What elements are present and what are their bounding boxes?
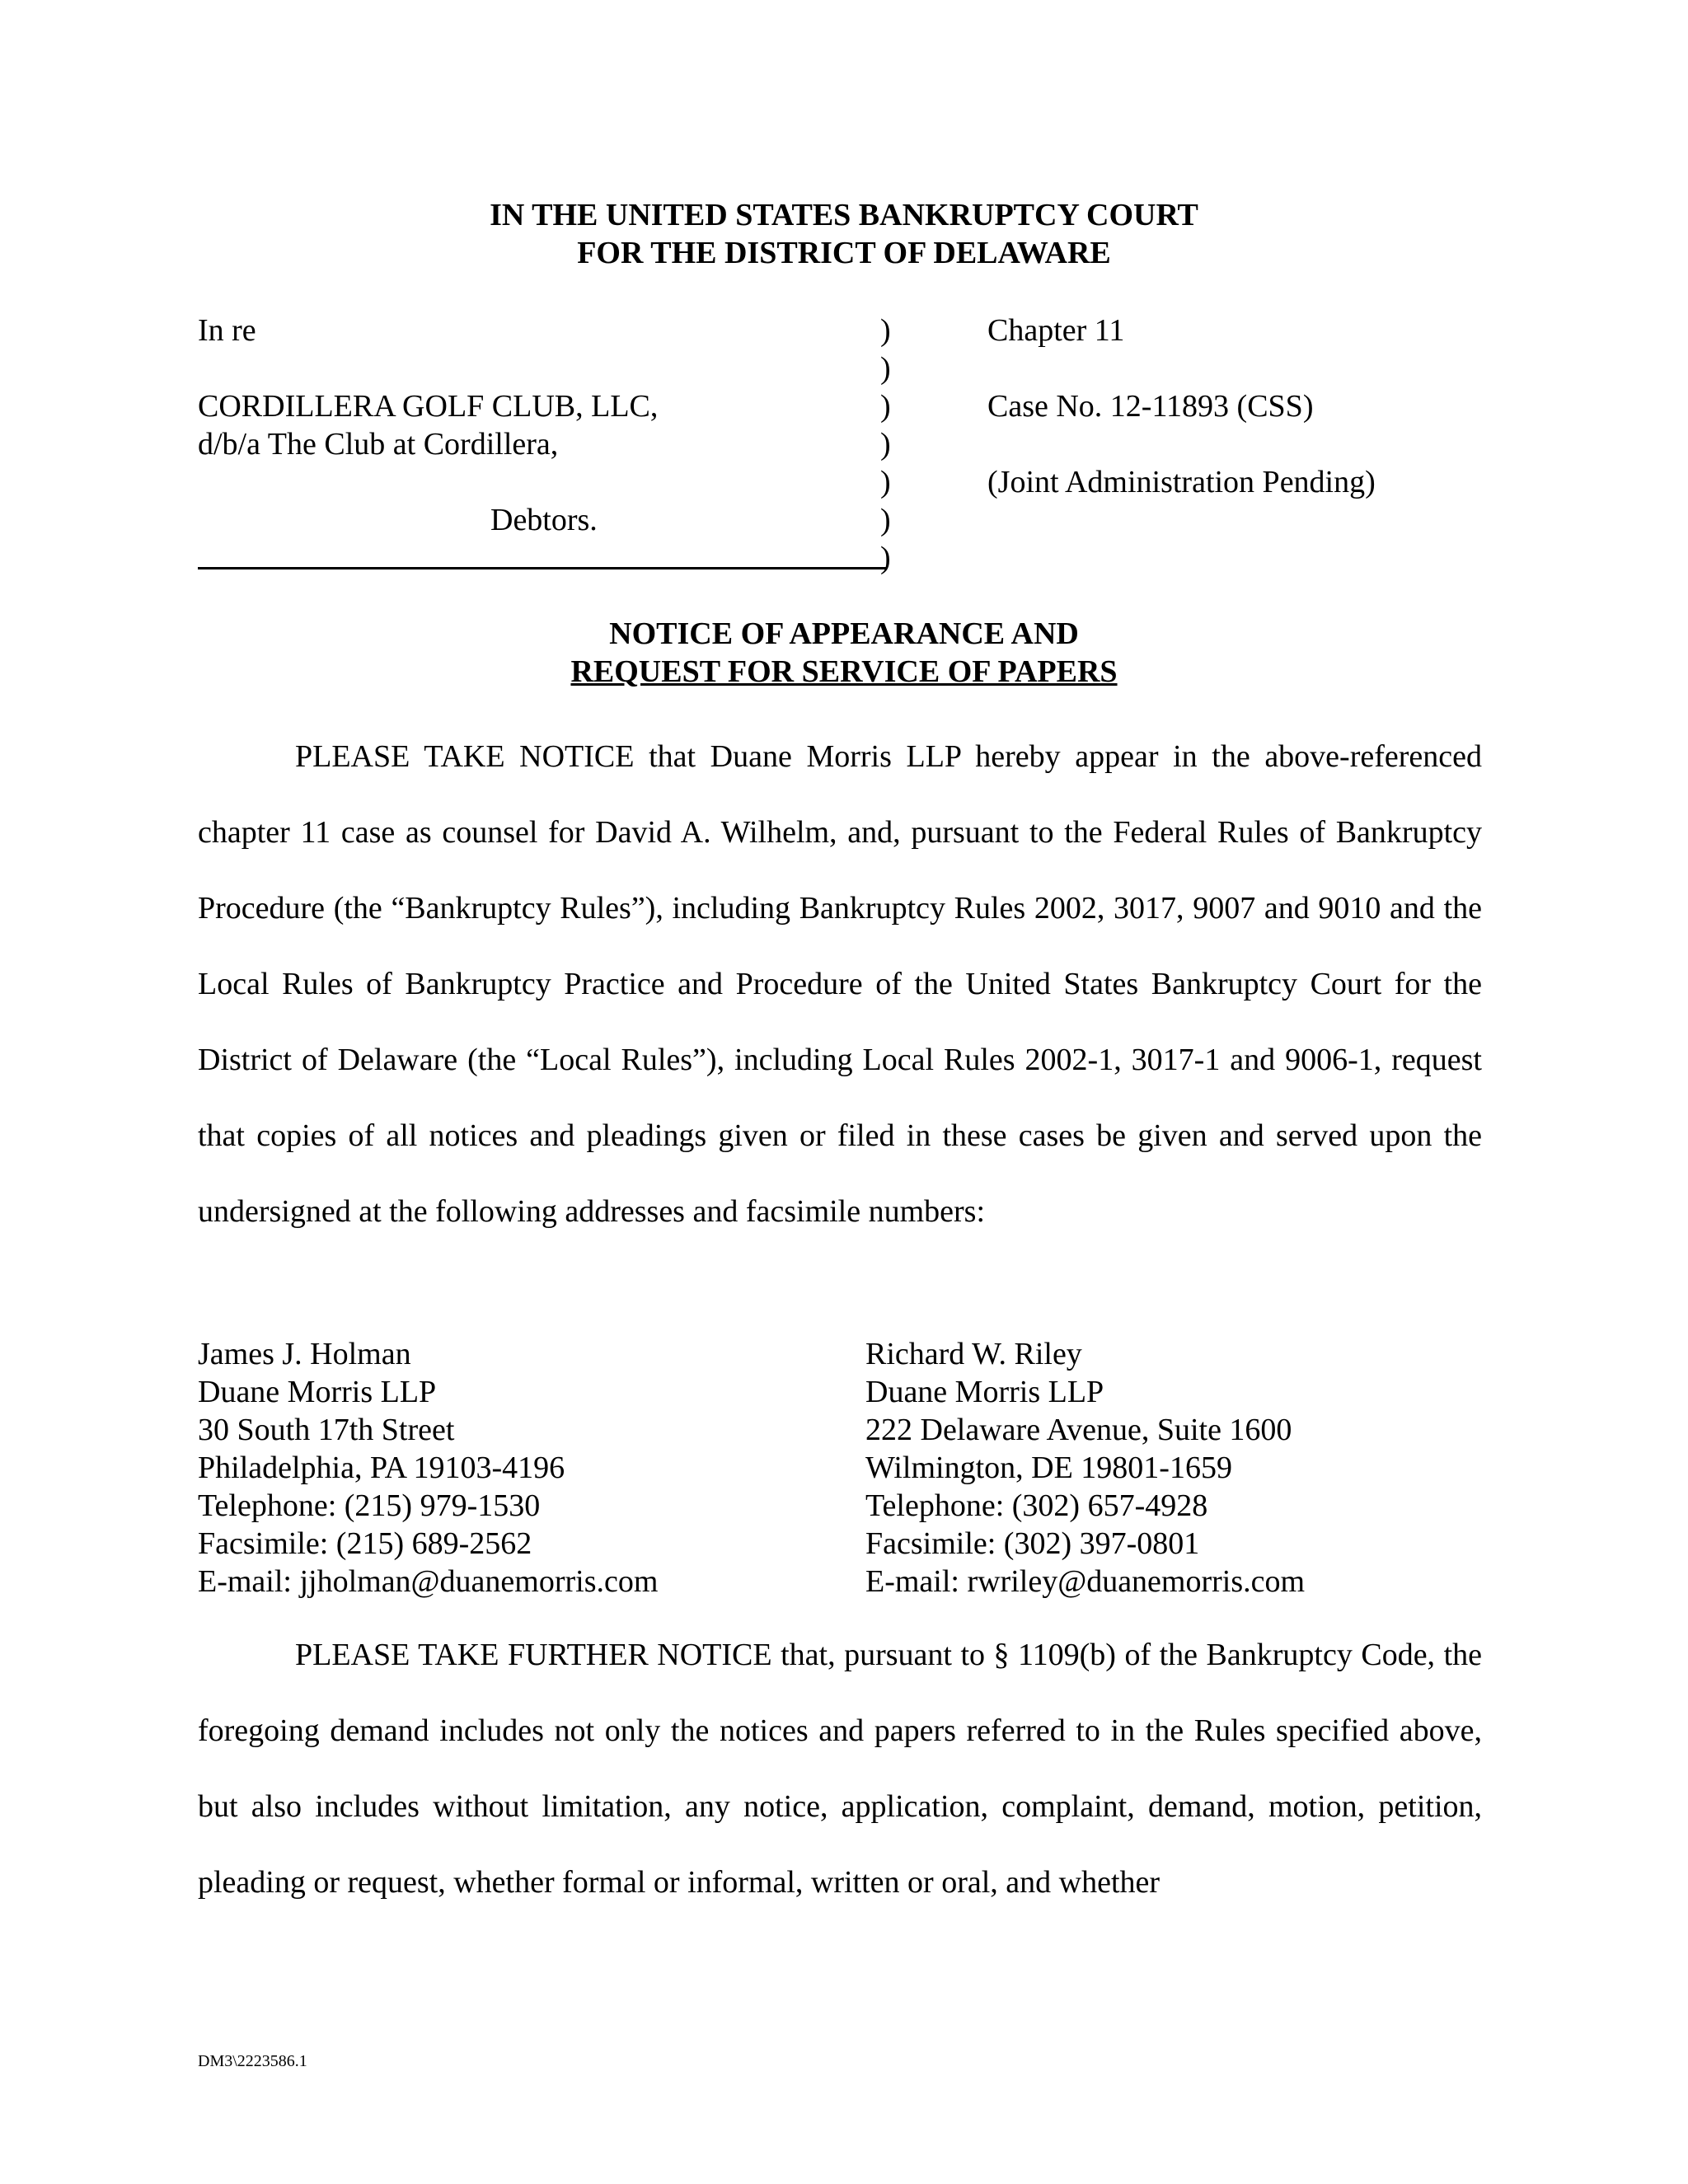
contact-facsimile: Facsimile: (302) 397-0801 <box>865 1526 1200 1561</box>
caption-divider <box>198 567 887 569</box>
case-number: Case No. 12-11893 (CSS) <box>987 389 1314 424</box>
court-heading-line-2: FOR THE DISTRICT OF DELAWARE <box>577 236 1111 270</box>
contact-street: 222 Delaware Avenue, Suite 1600 <box>865 1413 1292 1447</box>
contact-street: 30 South 17th Street <box>198 1413 455 1447</box>
contact-city: Wilmington, DE 19801-1659 <box>865 1451 1232 1485</box>
contact-firm: Duane Morris LLP <box>865 1375 1104 1409</box>
caption-paren: ) <box>880 389 891 424</box>
caption-paren: ) <box>880 313 891 348</box>
contact-block-riley <box>865 1335 1305 1601</box>
contact-email: E-mail: rwriley@duanemorris.com <box>865 1564 1306 1599</box>
document-id-footer: DM3\2223586.1 <box>198 2052 307 2070</box>
joint-administration-note: (Joint Administration Pending) <box>987 465 1376 499</box>
contact-name: Richard W. Riley <box>865 1337 1082 1371</box>
in-re-label: In re <box>198 313 256 348</box>
contact-telephone: Telephone: (302) 657-4928 <box>865 1488 1208 1523</box>
debtors-label: Debtors. <box>490 503 598 537</box>
contact-email: E-mail: jjholman@duanemorris.com <box>198 1564 659 1599</box>
notice-title-line-1: NOTICE OF APPEARANCE AND <box>609 616 1079 651</box>
chapter-label: Chapter 11 <box>987 313 1125 348</box>
notice-title-line-2: REQUEST FOR SERVICE OF PAPERS <box>570 654 1118 689</box>
court-heading <box>0 196 1688 272</box>
caption-paren: ) <box>880 541 891 575</box>
notice-title <box>0 615 1688 691</box>
court-heading-line-1: IN THE UNITED STATES BANKRUPTCY COURT <box>490 198 1198 232</box>
contact-city: Philadelphia, PA 19103-4196 <box>198 1451 565 1485</box>
caption-paren: ) <box>880 503 891 537</box>
notice-paragraph-1: PLEASE TAKE NOTICE that Duane Morris LLP hereby appear in the above-referenced chapter 11 case as counsel for David A. Wilhelm, and, pursuant to the Federal Rules of Bankruptcy Procedure (the “Bankruptcy Rules”), including Bankruptcy Rules 2002, 3017, 9007 and 9010 and the Local Rules of Bankruptcy Practice and Procedure of the United States Bankruptcy Court for the District of Delaware (the “Local Rules”), including Local Rules 2002-1, 3017-1 and 9006-1, request that copies of all notices and pleadings given or filed in these cases be given and served upon the undersigned at the following addresses and facsimile numbers: <box>198 739 1482 1229</box>
caption-paren: ) <box>880 427 891 462</box>
caption-paren: ) <box>880 465 891 499</box>
contact-firm: Duane Morris LLP <box>198 1375 437 1409</box>
notice-paragraph-2: PLEASE TAKE FURTHER NOTICE that, pursuant to § 1109(b) of the Bankruptcy Code, the foregoing demand includes not only the notices and papers referred to in the Rules specified above, but also includes without limitation, any notice, application, complaint, demand, motion, petition, pleading or request, whether formal or informal, written or oral, and whether <box>198 1638 1482 1900</box>
debtor-name: CORDILLERA GOLF CLUB, LLC, <box>198 389 659 424</box>
debtor-dba: d/b/a The Club at Cordillera, <box>198 427 559 462</box>
contact-block-holman <box>198 1335 658 1601</box>
caption-paren: ) <box>880 351 891 386</box>
contact-name: James J. Holman <box>198 1337 411 1371</box>
contact-telephone: Telephone: (215) 979-1530 <box>198 1488 541 1523</box>
contact-facsimile: Facsimile: (215) 689-2562 <box>198 1526 532 1561</box>
